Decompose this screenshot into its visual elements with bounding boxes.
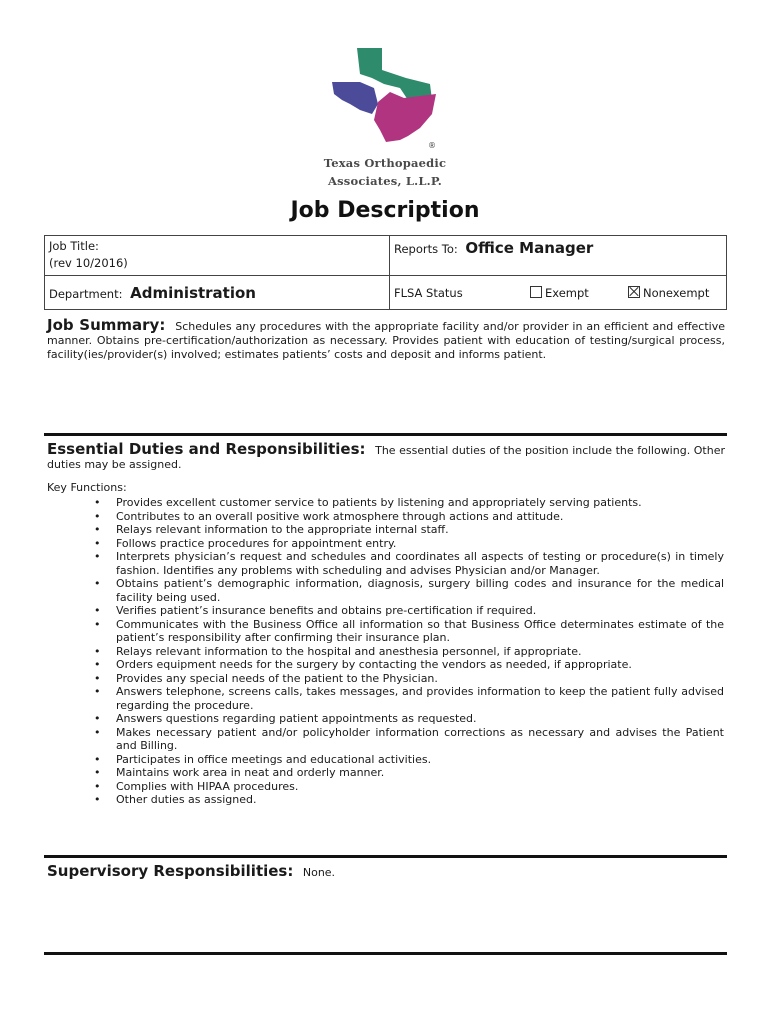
texas-map-logo	[320, 44, 450, 154]
reports-to-label: Reports To:	[394, 242, 458, 256]
logo-purple-region	[332, 82, 378, 114]
department-cell	[45, 276, 390, 310]
list-item: • Makes necessary patient and/or policyholder information corrections as necessary and advises the Patient and Billing.	[94, 726, 724, 753]
list-item: • Provides excellent customer service to patients by listening and appropriately serving patients.	[94, 496, 724, 510]
job-info-table	[44, 235, 727, 310]
logo-magenta-region	[374, 92, 436, 142]
exempt-cell	[526, 276, 624, 310]
list-item: • Maintains work area in neat and orderly manner.	[94, 766, 724, 780]
reports-to-cell	[390, 236, 727, 276]
essential-duties-heading: Essential Duties and Responsibilities:	[47, 440, 366, 458]
list-item: • Participates in office meetings and educational activities.	[94, 753, 724, 767]
list-item: • Follows practice procedures for appointment entry.	[94, 537, 724, 551]
job-title-label: Job Title:	[49, 239, 99, 253]
logo-registered-mark: ®	[428, 141, 436, 150]
section-divider	[44, 952, 727, 955]
list-item: • Relays relevant information to the hospital and anesthesia personnel, if appropriate.	[94, 645, 724, 659]
department-value: Administration	[130, 283, 256, 302]
list-item: • Other duties as assigned.	[94, 793, 724, 807]
supervisory-section	[47, 864, 725, 880]
supervisory-heading: Supervisory Responsibilities:	[47, 862, 294, 880]
exempt-label: Exempt	[545, 285, 589, 300]
logo-name-line1: Texas Orthopaedic	[323, 156, 447, 170]
list-item: • Interprets physician’s request and schedules and coordinates all aspects of testing or procedure(s) in timely fashion. Identifies any problems with scheduling and advises Physician and/or Manager.	[94, 550, 724, 577]
nonexempt-checkbox[interactable]	[628, 286, 640, 298]
list-item: • Provides any special needs of the patient to the Physician.	[94, 672, 724, 686]
reports-to-value: Office Manager	[465, 239, 594, 257]
supervisory-text: None.	[302, 866, 336, 879]
list-item: • Complies with HIPAA procedures.	[94, 780, 724, 794]
list-item: • Obtains patient’s demographic information, diagnosis, surgery billing codes and insurance for the medical facility being used.	[94, 577, 724, 604]
nonexempt-cell	[624, 276, 727, 310]
list-item: • Relays relevant information to the appropriate internal staff.	[94, 523, 724, 537]
page-title: Job Description	[290, 198, 480, 223]
logo-name-line2: Associates, L.L.P.	[327, 174, 442, 188]
section-divider	[44, 855, 727, 858]
list-item: • Contributes to an overall positive work atmosphere through actions and attitude.	[94, 510, 724, 524]
key-functions-list	[94, 496, 724, 807]
nonexempt-label: Nonexempt	[643, 285, 710, 300]
list-item: • Answers questions regarding patient appointments as requested.	[94, 712, 724, 726]
department-label: Department:	[49, 286, 123, 301]
job-summary-text: Schedules any procedures with the appropriate facility and/or provider in an efficient and effective manner. Obtains pre-certification/authorization as necessary. Provides patient with education of testing/surgical process, facility(ies/provider(s) involved; estimates patients’ costs and deposit and informs patient.	[47, 320, 725, 361]
exempt-checkbox[interactable]	[530, 286, 542, 298]
list-item: • Communicates with the Business Office all information so that Business Office determinates estimate of the patient’s responsibility after confirming their insurance plan.	[94, 618, 724, 645]
list-item: • Answers telephone, screens calls, takes messages, and provides information to keep the patient fully advised regarding the procedure.	[94, 685, 724, 712]
job-summary-heading: Job Summary:	[47, 316, 166, 334]
job-summary-section	[47, 318, 725, 362]
section-divider	[44, 433, 727, 436]
flsa-label: FLSA Status	[394, 285, 463, 300]
flsa-label-cell	[390, 276, 527, 310]
key-functions-label: Key Functions:	[47, 481, 127, 494]
company-logo	[320, 44, 450, 194]
essential-duties-intro: The essential duties of the position include the following. Other duties may be assigned.	[47, 444, 725, 471]
job-title-cell	[45, 236, 390, 276]
list-item: • Orders equipment needs for the surgery by contacting the vendors as needed, if appropriate.	[94, 658, 724, 672]
revision-label: (rev 10/2016)	[49, 256, 128, 270]
list-item: • Verifies patient’s insurance benefits and obtains pre-certification if required.	[94, 604, 724, 618]
essential-duties-section	[47, 442, 725, 472]
